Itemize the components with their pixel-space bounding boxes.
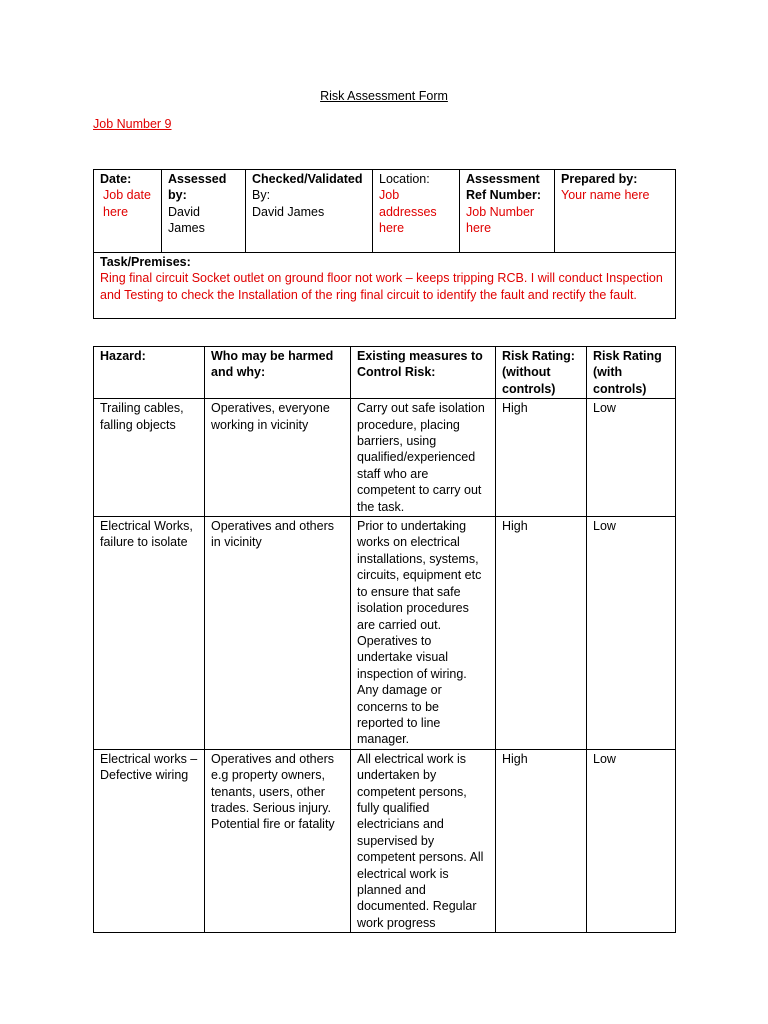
form-title: Risk Assessment Form [320,89,448,103]
date-cell [94,170,162,253]
job-number: Job Number 9 [93,117,172,131]
header-hazard: Hazard: [94,347,205,399]
ref-cell [460,170,555,253]
header-who: Who may be harmed and why: [205,347,351,399]
risk-without-cell: High [496,749,587,932]
task-value: Ring final circuit Socket outlet on ground floor not work – keeps tripping RCB. I will conduct Inspection and Testing to check the Installation of the ring final circuit to identify the fault and rectify the fault. [100,271,663,302]
hazard-cell: Trailing cables, falling objects [94,399,205,517]
assessed-value: David James [168,204,205,236]
assessed-label: Assessed by: [168,172,227,203]
risk-without-cell: High [496,517,587,750]
checked-label: Checked/Validated [252,172,363,186]
hazard-cell: Electrical works – Defective wiring [94,749,205,932]
header-risk-without: Risk Rating: (without controls) [496,347,587,399]
measures-cell: Prior to undertaking works on electrical installations, systems, circuits, equipment etc to ensure that safe isolation procedures are carried out. Operatives to undertake visual inspection of wiring. Any damage or concerns to be reported to line manager. [351,517,496,750]
who-cell: Operatives and others e.g property owners, tenants, users, other trades. Serious injury. Potential fire or fatality [205,749,351,932]
risk-with-cell: Low [587,749,676,932]
location-value: Job addresses here [379,188,437,236]
job-info-table [93,169,676,319]
assessed-cell [162,170,246,253]
header-risk-with: Risk Rating (with controls) [587,347,676,399]
header-measures: Existing measures to Control Risk: [351,347,496,399]
ref-label: Assessment Ref Number: [466,172,542,203]
risk-without-cell: High [496,399,587,517]
hazard-cell: Electrical Works, failure to isolate [94,517,205,750]
checked-value: David James [252,204,325,219]
who-cell: Operatives and others in vicinity [205,517,351,750]
measures-cell: Carry out safe isolation procedure, placing barriers, using qualified/experienced staff who are competent to carry out the task. [351,399,496,517]
location-label: Location: [379,172,430,186]
ref-value: Job Number here [466,204,535,236]
date-value: Job date here [103,188,151,219]
risk-with-cell: Low [587,399,676,517]
checked-cell [246,170,373,253]
checked-by-label: By: [252,188,271,203]
prepared-value: Your name here [561,188,650,203]
risk-with-cell: Low [587,517,676,750]
table-row [94,749,676,932]
location-cell [373,170,460,253]
hazard-table [93,346,676,933]
table-row [94,399,676,517]
measures-cell: All electrical work is undertaken by competent persons, fully qualified electricians and supervised by competent persons. All electrical work is planned and documented. Regular work progress [351,749,496,932]
who-cell: Operatives, everyone working in vicinity [205,399,351,517]
prepared-label: Prepared by: [561,172,638,186]
date-label: Date: [100,172,132,186]
table-row [94,517,676,750]
table-header-row [94,347,676,399]
prepared-cell [555,170,676,253]
task-cell [94,253,676,319]
task-label: Task/Premises: [100,255,191,269]
